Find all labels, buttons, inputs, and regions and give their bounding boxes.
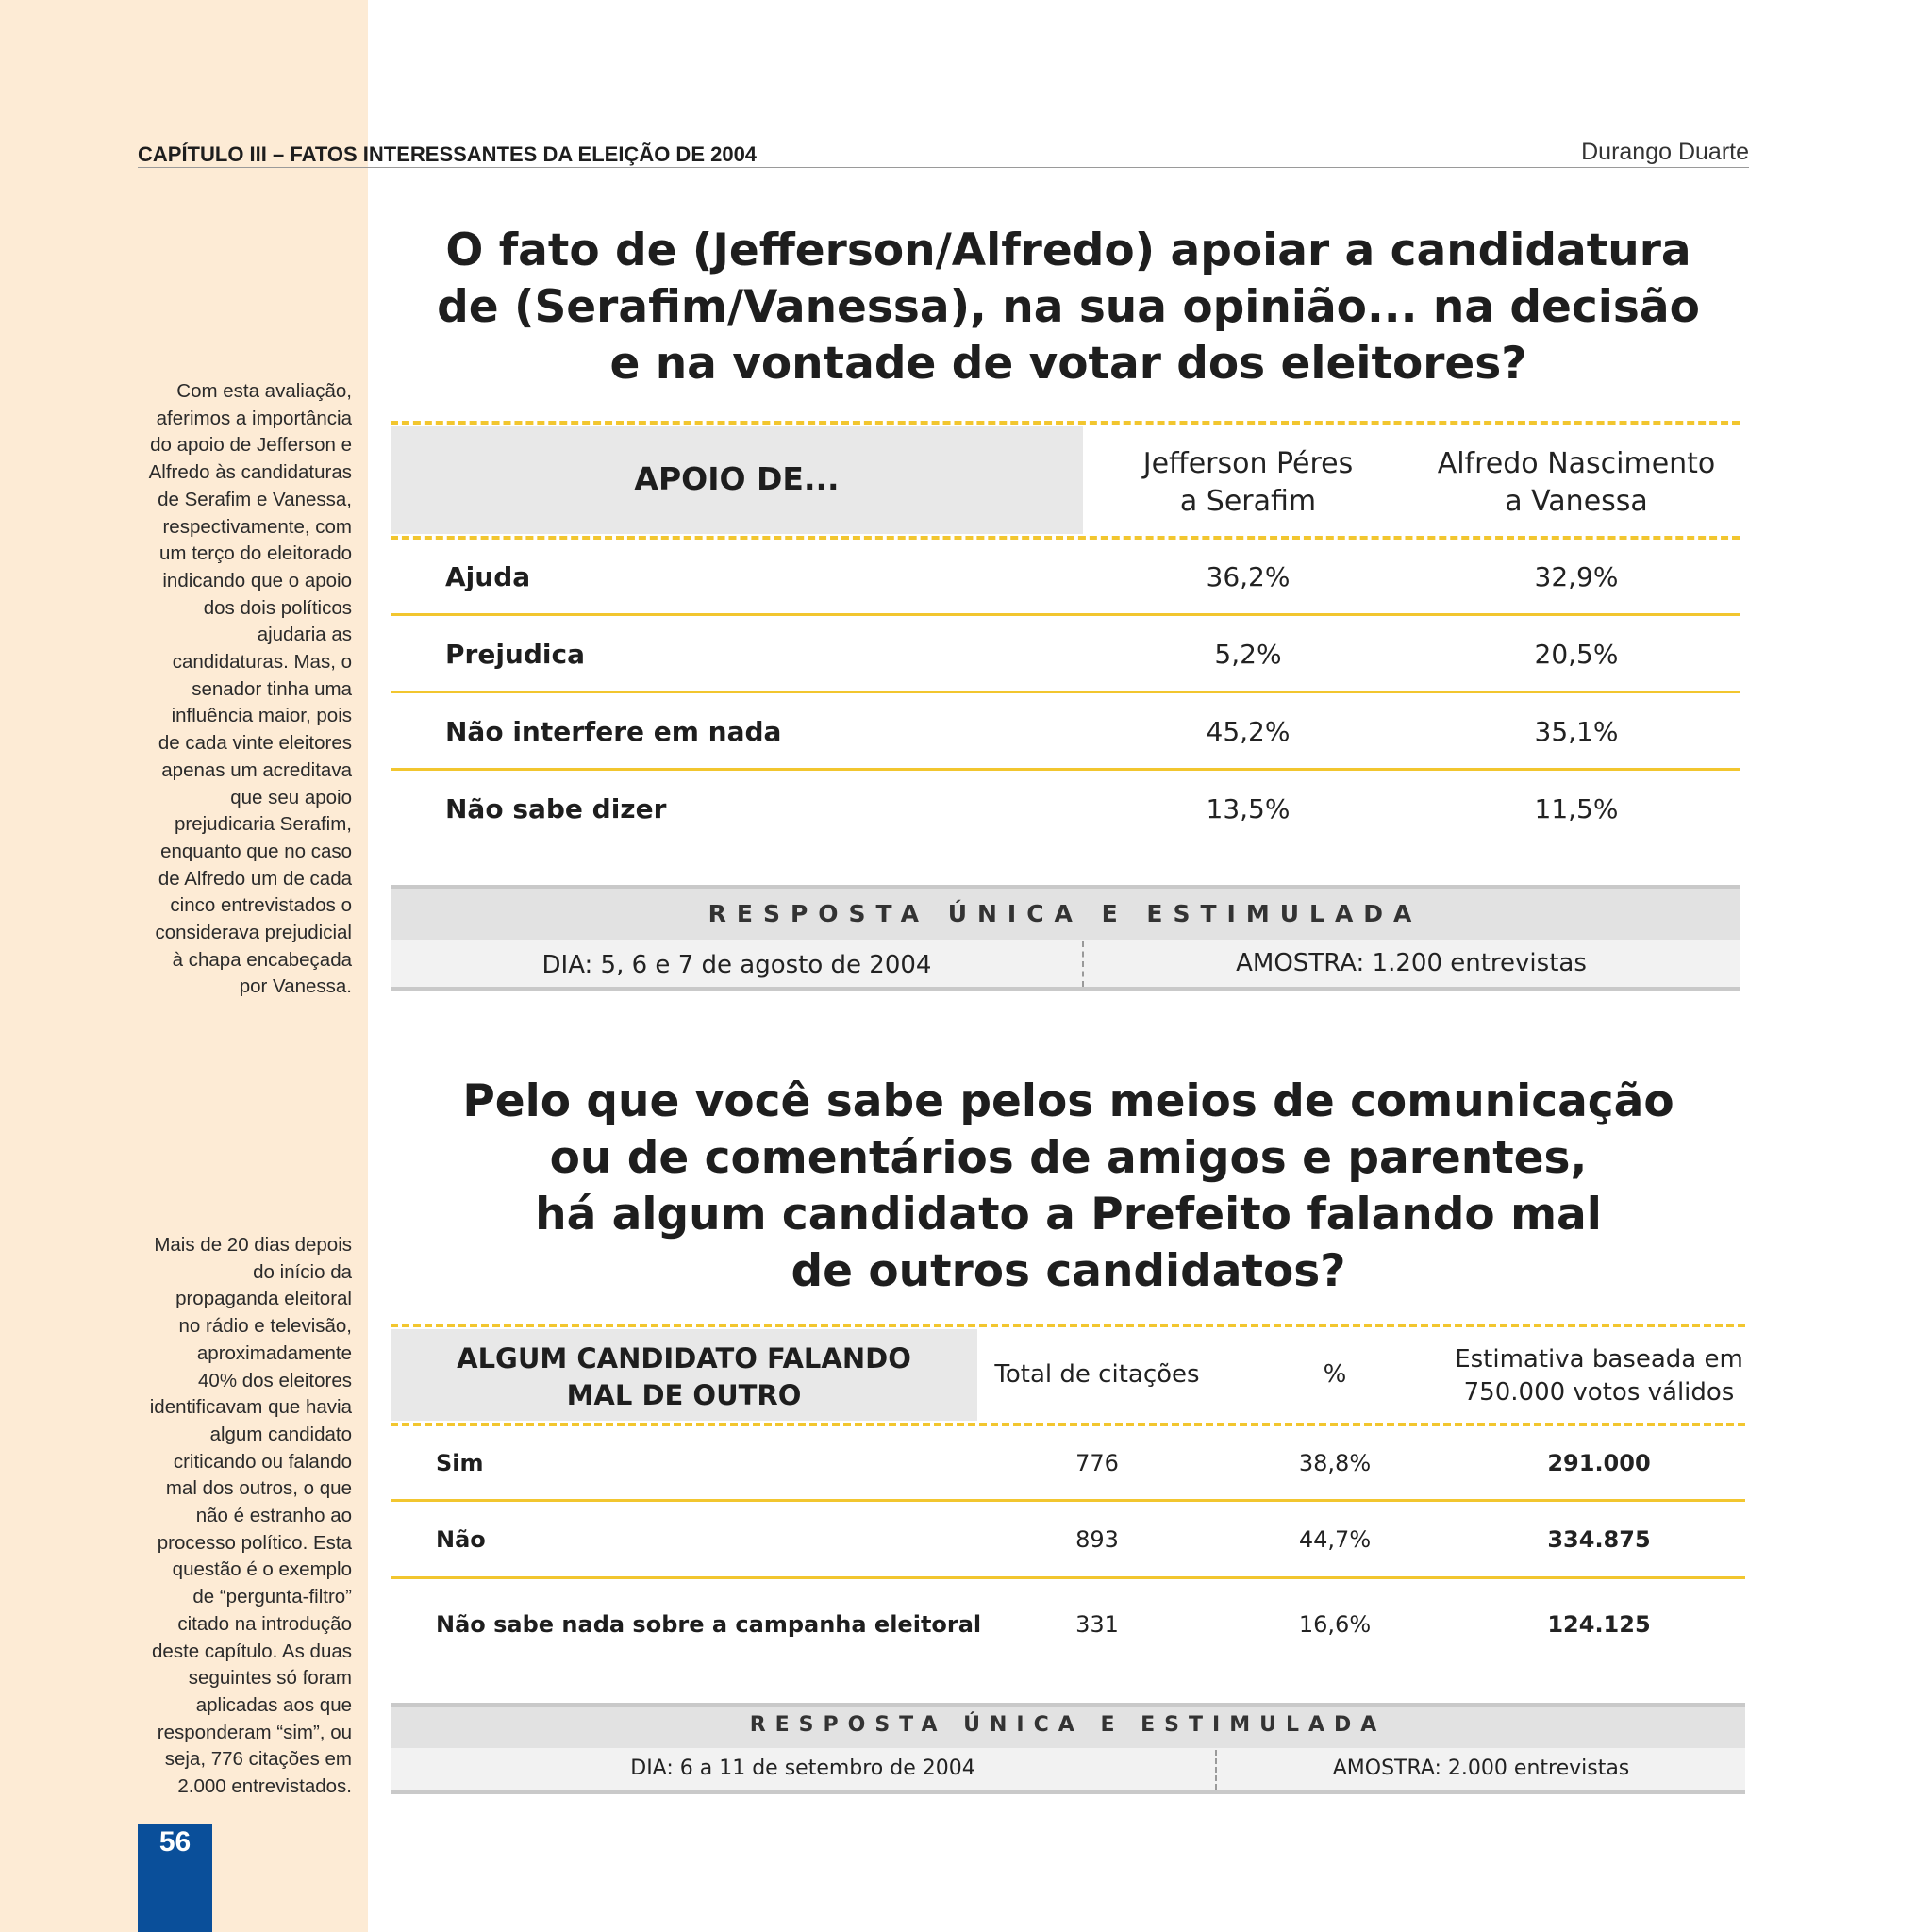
- title-line: O fato de (Jefferson/Alfredo) apoiar a candidatura: [445, 225, 1691, 276]
- side-note-line: aproximadamente: [196, 1341, 352, 1364]
- table2-cell: 331: [1075, 1611, 1119, 1638]
- table2-cell: 124.125: [1547, 1611, 1651, 1638]
- table1-col-head-alfredo: [1413, 445, 1740, 521]
- table2-header-label: [391, 1341, 977, 1414]
- table1-row-divider: [391, 768, 1740, 771]
- side-note-line: identificavam que havia: [149, 1396, 352, 1419]
- question-1-title: [391, 223, 1745, 392]
- side-note-line: influência maior, pois: [171, 705, 352, 727]
- side-note-line: que seu apoio: [230, 786, 352, 808]
- table1-row-label: Ajuda: [445, 561, 531, 592]
- side-note-line: cinco entrevistados o: [170, 894, 352, 917]
- title-line: Pelo que você sabe pelos meios de comunicação: [462, 1075, 1674, 1127]
- table1-col-head-jefferson: [1083, 445, 1413, 521]
- side-note-line: no rádio e televisão,: [178, 1315, 352, 1338]
- col-head-line: 750.000 votos válidos: [1463, 1378, 1735, 1407]
- side-note-line: não é estranho ao: [195, 1505, 352, 1527]
- side-note-line: Alfredo às candidaturas: [148, 461, 352, 484]
- side-note-line: de cada vinte eleitores: [158, 732, 352, 755]
- side-note-line: considerava prejudicial: [155, 922, 352, 944]
- table1-cell: 45,2%: [1206, 716, 1291, 747]
- side-note-line: ajudaria as: [257, 624, 352, 646]
- table1-cell: 5,2%: [1214, 639, 1282, 670]
- header-label-line: MAL DE OUTRO: [566, 1379, 802, 1411]
- title-line: de (Serafim/Vanessa), na sua opinião... na decisão: [437, 281, 1700, 333]
- side-note-line: do início da: [253, 1260, 352, 1283]
- side-note-line: indicando que o apoio: [162, 569, 352, 591]
- side-note-line: de Alfredo um de cada: [158, 867, 352, 890]
- table2-col-head-estimate: [1453, 1343, 1745, 1409]
- side-note-line: mal dos outros, o que: [165, 1477, 352, 1500]
- table1-row-label: Não sabe dizer: [445, 793, 667, 824]
- table2-cell: 893: [1075, 1526, 1119, 1553]
- side-note-line: de Serafim e Vanessa,: [158, 488, 352, 510]
- table1-row-divider: [391, 613, 1740, 616]
- side-note-line: respectivamente, com: [162, 515, 352, 538]
- side-note-line: 2.000 entrevistados.: [177, 1775, 352, 1798]
- side-note-line: responderam “sim”, ou: [157, 1721, 352, 1743]
- table1-cell: 20,5%: [1534, 639, 1619, 670]
- table2-row-divider: [391, 1499, 1745, 1502]
- title-line: ou de comentários de amigos e parentes,: [549, 1132, 1588, 1184]
- table2-row-label: Sim: [436, 1450, 484, 1476]
- side-note-line: seguintes só foram: [188, 1667, 352, 1690]
- table2-footer-date: DIA: 6 a 11 de setembro de 2004: [630, 1757, 975, 1780]
- side-note-line: do apoio de Jefferson e: [150, 434, 352, 457]
- side-note-line: aplicadas aos que: [195, 1693, 352, 1716]
- table1-cell: 11,5%: [1534, 793, 1619, 824]
- table2-footer-title: RESPOSTA ÚNICA E ESTIMULADA: [749, 1713, 1387, 1737]
- header-label-line: ALGUM CANDIDATO FALANDO: [457, 1342, 911, 1374]
- side-note-line: criticando ou falando: [173, 1450, 352, 1473]
- table2-row-label: Não sabe nada sobre a campanha eleitoral: [436, 1611, 982, 1638]
- table2-row-divider: [391, 1576, 1745, 1579]
- table1-row-divider: [391, 691, 1740, 693]
- side-note-line: senador tinha uma: [192, 677, 352, 700]
- table1-cell: 36,2%: [1206, 561, 1291, 592]
- table1-header-label: APOIO DE...: [634, 460, 840, 497]
- side-note-line: deste capítulo. As duas: [152, 1640, 352, 1662]
- table2-cell: 334.875: [1547, 1526, 1651, 1553]
- side-note-line: de “pergunta-filtro”: [192, 1586, 352, 1608]
- chapter-title: CAPÍTULO III – FATOS INTERESSANTES DA ELEIÇÃO DE 2004: [138, 142, 758, 166]
- side-note-line: algum candidato: [209, 1423, 352, 1445]
- side-note-line: Mais de 20 dias depois: [154, 1234, 352, 1256]
- table1-footer-date: DIA: 5, 6 e 7 de agosto de 2004: [541, 951, 932, 979]
- table2-cell: 291.000: [1547, 1450, 1651, 1476]
- table2-header-bottom-dashed-rule: [391, 1423, 1745, 1426]
- side-note-line: dos dois políticos: [203, 596, 352, 619]
- col-head-line: a Serafim: [1179, 485, 1317, 518]
- table2-cell: 776: [1075, 1450, 1119, 1476]
- author-name: Durango Duarte: [1581, 139, 1749, 165]
- table1-header-bottom-dashed-rule: [391, 536, 1740, 540]
- table2-cell: 16,6%: [1298, 1611, 1372, 1638]
- table1-top-dashed-rule: [391, 421, 1740, 425]
- question-2-title: [391, 1074, 1745, 1300]
- side-note-1: [125, 378, 352, 1001]
- side-note-line: aferimos a importância: [156, 407, 352, 429]
- table1-row-label: Não interfere em nada: [445, 716, 782, 747]
- table1-cell: 32,9%: [1534, 561, 1619, 592]
- table1-footer-title: RESPOSTA ÚNICA E ESTIMULADA: [708, 900, 1423, 927]
- side-note-line: à chapa encabeçada: [172, 948, 352, 971]
- side-note-line: enquanto que no caso: [160, 840, 352, 862]
- side-note-2: [125, 1232, 352, 1801]
- title-line: há algum candidato a Prefeito falando mal: [535, 1189, 1602, 1241]
- side-note-line: Com esta avaliação,: [176, 380, 352, 402]
- table2-footer-sample: AMOSTRA: 2.000 entrevistas: [1332, 1757, 1630, 1780]
- table2-col-head-total: Total de citações: [994, 1360, 1200, 1389]
- side-note-line: apenas um acreditava: [161, 758, 352, 781]
- side-note-line: 40% dos eleitores: [198, 1369, 352, 1391]
- side-note-line: por Vanessa.: [239, 975, 352, 998]
- side-note-line: citado na introdução: [177, 1612, 352, 1635]
- table1-cell: 35,1%: [1534, 716, 1619, 747]
- table1-cell: 13,5%: [1206, 793, 1291, 824]
- table2-row-label: Não: [436, 1526, 486, 1553]
- col-head-line: a Vanessa: [1505, 485, 1648, 518]
- side-note-line: propaganda eleitoral: [175, 1288, 352, 1310]
- table1-footer-sample: AMOSTRA: 1.200 entrevistas: [1236, 949, 1587, 977]
- side-note-line: questão é o exemplo: [172, 1558, 352, 1581]
- table1-row-label: Prejudica: [445, 639, 585, 670]
- page-header: [138, 137, 1749, 168]
- table2-cell: 38,8%: [1298, 1450, 1372, 1476]
- table2-col-head-percent: %: [1323, 1360, 1347, 1389]
- title-line: e na vontade de votar dos eleitores?: [609, 338, 1527, 390]
- side-note-line: prejudicaria Serafim,: [175, 813, 352, 836]
- col-head-line: Alfredo Nascimento: [1437, 447, 1716, 480]
- side-note-line: processo político. Esta: [157, 1531, 352, 1554]
- page-number: 56: [158, 1826, 192, 1857]
- side-note-line: seja, 776 citações em: [164, 1748, 352, 1771]
- table2-top-dashed-rule: [391, 1324, 1745, 1327]
- title-line: de outros candidatos?: [791, 1245, 1346, 1297]
- side-note-line: um terço do eleitorado: [159, 542, 352, 565]
- table2-cell: 44,7%: [1298, 1526, 1372, 1553]
- col-head-line: Estimativa baseada em: [1455, 1345, 1743, 1374]
- col-head-line: Jefferson Péres: [1142, 447, 1354, 480]
- side-note-line: candidaturas. Mas, o: [172, 651, 352, 674]
